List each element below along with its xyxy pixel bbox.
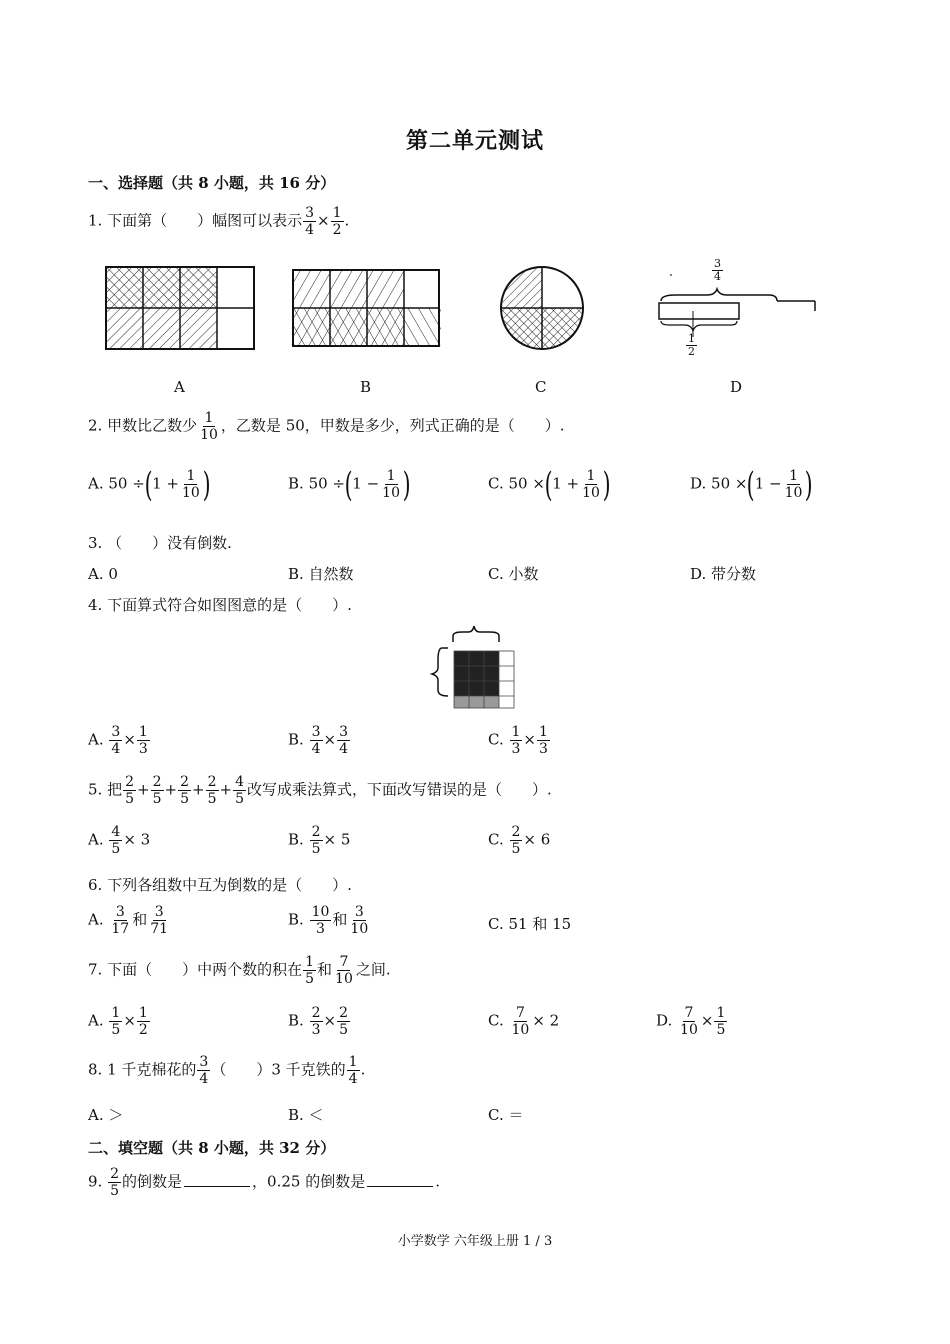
q8-option-c[interactable]: C. ＝	[488, 1106, 524, 1124]
q3-option-b[interactable]: B. 自然数	[288, 565, 354, 583]
q4-option-c[interactable]: C. $\frac{1}{3}$ × $\frac{1}{3}$	[488, 724, 548, 757]
q5-option-b[interactable]: B. $\frac{2}{5}$ × 5	[288, 824, 351, 857]
q4-option-a[interactable]: A. $\frac{3}{4}$ × $\frac{1}{3}$	[88, 724, 148, 757]
q1-label-b: B	[360, 378, 372, 396]
q1-figure-b	[291, 268, 441, 348]
q9-blank-1[interactable]	[184, 1172, 250, 1187]
q7-option-b[interactable]: B. $\frac{2}{3}$ × $\frac{2}{5}$	[288, 1005, 348, 1038]
q1-figure-c	[498, 264, 586, 352]
page-title: 第二单元测试	[405, 128, 544, 154]
question-3: 3. （ ）没有倒数.	[88, 534, 232, 552]
q4-option-b[interactable]: B. $\frac{3}{4}$ × $\frac{3}{4}$	[288, 724, 348, 757]
question-1: 1. 下面第（ ）幅图可以表示 $\frac{3}{4}$ × $\frac{1}{2}$ .	[88, 205, 350, 238]
q7-option-d[interactable]: D. $\frac{7}{10}$ × $\frac{1}{5}$	[656, 1005, 726, 1038]
q6-option-b[interactable]: B. $\frac{10}{3}$ 和 $\frac{3}{10}$	[288, 904, 369, 937]
q1-prefix: 1. 下面第（ ）幅图可以表示	[88, 211, 303, 230]
q1-fraction-2: $\frac{1}{2}$	[332, 205, 342, 238]
q8-option-b[interactable]: B. ＜	[288, 1106, 324, 1124]
q9-blank-2[interactable]	[367, 1172, 433, 1187]
question-9: 9. $\frac{2}{5}$ 的倒数是 ，0.25 的倒数是 .	[88, 1166, 440, 1199]
page-footer: 小学数学 六年级上册 1 / 3	[397, 1234, 553, 1249]
q3-option-d[interactable]: D. 带分数	[690, 565, 757, 583]
q7-option-c[interactable]: C. $\frac{7}{10}$ × 2	[488, 1005, 560, 1038]
q1-label-a: A	[174, 378, 185, 396]
q2-option-a[interactable]: A. 50 ÷(1 + $\frac{1}{10}$ )	[88, 464, 211, 505]
question-2: 2. 甲数比乙数少 $\frac{1}{10}$ ，乙数是 50，甲数是多少，列式正确的是（ ）.	[88, 410, 565, 443]
question-8: 8. 1 千克棉花的 $\frac{3}{4}$ （ ）3 千克铁的 $\frac{1}{4}$ .	[88, 1054, 366, 1087]
q1-label-d: D	[730, 378, 743, 396]
q3-option-c[interactable]: C. 小数	[488, 565, 539, 583]
q2-option-b[interactable]: B. 50 ÷(1 − $\frac{1}{10}$ )	[288, 464, 411, 505]
q6-option-c[interactable]: C. 51 和 15	[488, 915, 572, 933]
q1-label-c: C	[535, 378, 547, 396]
q8-option-a[interactable]: A. ＞	[88, 1106, 124, 1124]
section-fill-heading: 二、填空题（共 8 小题，共 32 分）	[88, 1139, 336, 1157]
q1-fraction-1: $\frac{3}{4}$	[305, 205, 315, 238]
q1-d-bottom-fraction: $\frac{1}{2}$	[688, 332, 695, 358]
question-7: 7. 下面（ ）中两个数的积在 $\frac{1}{5}$ 和 $\frac{7}{10}$ 之间.	[88, 954, 391, 987]
question-4: 4. 下面算式符合如图图意的是（ ）.	[88, 596, 352, 614]
question-6: 6. 下列各组数中互为倒数的是（ ）.	[88, 876, 352, 894]
q6-option-a[interactable]: A. $\frac{3}{17}$ 和 $\frac{3}{71}$	[88, 904, 169, 937]
q5-option-a[interactable]: A. $\frac{4}{5}$ × 3	[88, 824, 151, 857]
q3-option-a[interactable]: A. 0	[88, 565, 118, 583]
q1-figure-d	[655, 255, 823, 365]
question-5: 5. 把 $\frac{2}{5}$ + $\frac{2}{5}$ + $\frac{2}{5}$ + $\frac{2}{5}$ + $\frac{4}{5}$ 改写成乘法算式，下面改写错误的是（ ）.	[88, 774, 552, 807]
q5-option-c[interactable]: C. $\frac{2}{5}$ × 6	[488, 824, 551, 857]
q4-figure	[428, 624, 520, 712]
q2-option-d[interactable]: D. 50 ×(1 − $\frac{1}{10}$ )	[690, 464, 814, 505]
q2-option-c[interactable]: C. 50 ×(1 + $\frac{1}{10}$ )	[488, 464, 611, 505]
q1-figure-a	[104, 265, 256, 351]
section-choice-heading: 一、选择题（共 8 小题，共 16 分）	[88, 174, 336, 192]
q7-option-a[interactable]: A. $\frac{1}{5}$ × $\frac{1}{2}$	[88, 1005, 148, 1038]
q2-fraction: $\frac{1}{10}$	[200, 410, 218, 443]
q1-d-top-fraction: $\frac{3}{4}$	[714, 257, 721, 283]
